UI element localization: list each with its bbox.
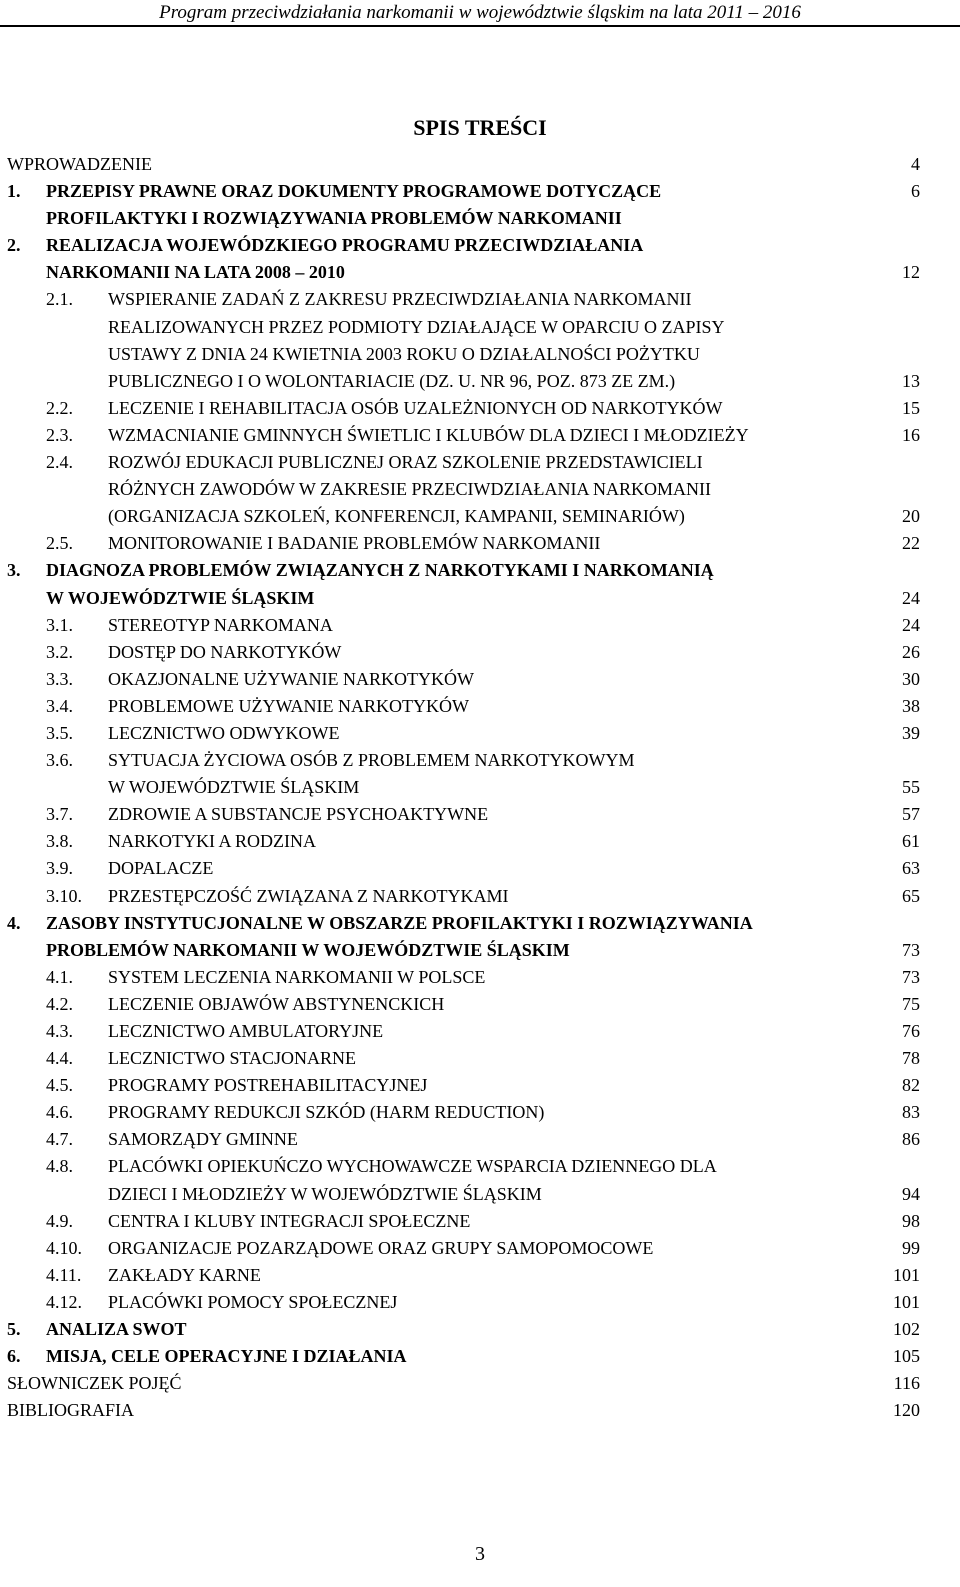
toc-entry <box>0 1126 960 1153</box>
toc-entry-title-line: ROZWÓJ EDUKACJI PUBLICZNEJ ORAZ SZKOLENIE PRZEDSTAWICIELI <box>108 452 703 473</box>
toc-entry-title-line: PLACÓWKI OPIEKUŃCZO WYCHOWAWCZE WSPARCIA DZIENNEGO DLA <box>108 1156 717 1177</box>
toc-entry <box>0 612 960 639</box>
toc-entry-page: 61 <box>902 831 920 852</box>
toc-entry-title-line: (ORGANIZACJA SZKOLEŃ, KONFERENCJI, KAMPANII, SEMINARIÓW) <box>108 506 685 527</box>
toc-entry-page: 75 <box>902 993 920 1014</box>
toc-entry <box>0 855 960 882</box>
toc-entry-number: 2. <box>7 235 21 256</box>
toc-entry-title-line: PRZEPISY PRAWNE ORAZ DOKUMENTY PROGRAMOWE DOTYCZĄCE <box>46 181 662 202</box>
toc-entry-title-line: PRZESTĘPCZOŚĆ ZWIĄZANA Z NARKOTYKAMI <box>108 885 509 906</box>
toc-entry <box>0 1289 960 1316</box>
toc-entry-title-line: PROGRAMY REDUKCJI SZKÓD (HARM REDUCTION) <box>108 1102 545 1123</box>
toc-entry-title-line: LECZNICTWO AMBULATORYJNE <box>108 1021 384 1041</box>
toc-entry-number: 4.11. <box>46 1264 82 1285</box>
toc-entry-page: 13 <box>902 370 920 391</box>
toc-entry-number: 4.9. <box>46 1210 73 1231</box>
toc-entry-page: 86 <box>902 1129 920 1150</box>
toc-entry-page: 116 <box>893 1373 920 1394</box>
toc-entry <box>0 828 960 855</box>
toc-entry-page: 76 <box>902 1021 920 1041</box>
toc-entry-number: 4.7. <box>46 1129 73 1150</box>
toc-entry-title-line: PLACÓWKI POMOCY SPOŁECZNEJ <box>108 1291 398 1312</box>
toc-entry-number: 4. <box>7 912 21 933</box>
toc-entry-title-line: PUBLICZNEGO I O WOLONTARIACIE (DZ. U. NR 96, POZ. 873 ZE ZM.) <box>108 370 676 391</box>
toc-entry-title-line: REALIZOWANYCH PRZEZ PODMIOTY DZIAŁAJĄCE W OPARCIU O ZAPISY <box>108 316 725 337</box>
toc-entry-number: 3. <box>7 560 21 581</box>
toc-entry-number: 1. <box>7 181 21 202</box>
toc-entry <box>0 1370 960 1397</box>
toc-entry-title-line: OKAZJONALNE UŻYWANIE NARKOTYKÓW <box>108 668 474 689</box>
toc-entry-title-line: LECZENIE OBJAWÓW ABSTYNENCKICH <box>108 993 445 1014</box>
toc-entry-page: 65 <box>902 885 920 906</box>
toc-entry-title-line: SAMORZĄDY GMINNE <box>108 1129 298 1150</box>
toc-entry-number: 3.10. <box>46 885 82 906</box>
toc-entry-page: 102 <box>893 1319 920 1340</box>
toc-entry-title-line: SYTUACJA ŻYCIOWA OSÓB Z PROBLEMEM NARKOTYKOWYM <box>108 750 635 771</box>
toc-entry-number: 2.3. <box>46 424 73 445</box>
toc-entry-title-line: DIAGNOZA PROBLEMÓW ZWIĄZANYCH Z NARKOTYKAMI I NARKOMANIĄ <box>46 560 714 581</box>
toc-entry <box>0 232 960 286</box>
toc-entry-title-line: BIBLIOGRAFIA <box>7 1400 135 1421</box>
toc-entry-page: 20 <box>902 506 920 527</box>
toc-entry-title-line: W WOJEWÓDZTWIE ŚLĄSKIM <box>108 777 360 798</box>
toc-entry <box>0 178 960 232</box>
toc-entry-number: 4.8. <box>46 1156 73 1177</box>
toc-entry-number: 4.6. <box>46 1102 73 1123</box>
toc-entry-title-line: SŁOWNICZEK POJĘĆ <box>7 1373 182 1394</box>
toc-entry-title-line: SYSTEM LECZENIA NARKOMANII W POLSCE <box>108 966 486 987</box>
toc-entry-page: 39 <box>902 722 920 743</box>
toc-entry <box>0 747 960 801</box>
toc-entry <box>0 639 960 666</box>
toc-entry-number: 3.2. <box>46 641 73 662</box>
toc-entry-title-line: W WOJEWÓDZTWIE ŚLĄSKIM <box>46 587 315 608</box>
toc-entry-number: 4.2. <box>46 993 73 1014</box>
table-of-contents <box>0 151 960 1424</box>
toc-entry-page: 6 <box>911 181 920 202</box>
toc-entry <box>0 1343 960 1370</box>
toc-entry-number: 3.4. <box>46 695 73 716</box>
toc-entry-number: 3.9. <box>46 858 73 879</box>
toc-entry-page: 73 <box>902 966 920 987</box>
toc-entry-title-line: MISJA, CELE OPERACYJNE I DZIAŁANIA <box>46 1346 407 1367</box>
toc-entry-title-line: PROBLEMOWE UŻYWANIE NARKOTYKÓW <box>108 695 469 716</box>
toc-entry-number: 2.5. <box>46 533 73 554</box>
toc-entry <box>0 286 960 394</box>
toc-entry-number: 2.2. <box>46 397 73 418</box>
toc-entry-title-line: NARKOTYKI A RODZINA <box>108 831 316 852</box>
toc-entry-page: 24 <box>902 614 920 635</box>
toc-entry <box>0 530 960 557</box>
toc-entry-page: 4 <box>911 154 920 174</box>
toc-entry <box>0 1045 960 1072</box>
toc-entry <box>0 1072 960 1099</box>
toc-entry-title-line: ANALIZA SWOT <box>46 1319 187 1340</box>
toc-entry <box>0 557 960 611</box>
toc-entry-title-line: RÓŻNYCH ZAWODÓW W ZAKRESIE PRZECIWDZIAŁANIA NARKOMANII <box>108 479 712 500</box>
toc-entry-page: 99 <box>902 1237 920 1258</box>
toc-entry-page: 38 <box>902 695 920 716</box>
toc-entry <box>0 1208 960 1235</box>
toc-entry-page: 82 <box>902 1075 920 1096</box>
toc-entry-title-line: ZDROWIE A SUBSTANCJE PSYCHOAKTYWNE <box>108 804 489 825</box>
toc-entry-page: 16 <box>902 424 920 445</box>
toc-entry-title-line: WSPIERANIE ZADAŃ Z ZAKRESU PRZECIWDZIAŁANIA NARKOMANII <box>108 289 692 310</box>
toc-entry-title-line: PROGRAMY POSTREHABILITACYJNEJ <box>108 1075 428 1096</box>
toc-entry <box>0 666 960 693</box>
toc-entry-number: 3.3. <box>46 668 73 689</box>
toc-entry-title-line: LECZNICTWO ODWYKOWE <box>108 722 340 743</box>
toc-entry-title-line: WZMACNIANIE GMINNYCH ŚWIETLIC I KLUBÓW DLA DZIECI I MŁODZIEŻY <box>108 424 749 445</box>
toc-entry-number: 3.5. <box>46 722 73 743</box>
toc-entry-title-line: PROBLEMÓW NARKOMANII W WOJEWÓDZTWIE ŚLĄSKIM <box>46 939 570 960</box>
toc-entry-page: 105 <box>893 1346 920 1367</box>
toc-entry <box>0 151 960 178</box>
toc-entry <box>0 422 960 449</box>
toc-entry-number: 4.4. <box>46 1048 73 1069</box>
toc-entry-number: 4.10. <box>46 1237 82 1258</box>
toc-entry <box>0 449 960 530</box>
toc-entry-page: 22 <box>902 533 920 554</box>
toc-entry <box>0 720 960 747</box>
toc-entry-page: 24 <box>902 587 920 608</box>
toc-entry-title-line: LECZNICTWO STACJONARNE <box>108 1048 357 1069</box>
toc-entry-page: 120 <box>893 1400 920 1421</box>
toc-entry <box>0 395 960 422</box>
toc-entry <box>0 1099 960 1126</box>
toc-entry-page: 55 <box>902 777 920 798</box>
toc-entry-page: 26 <box>902 641 920 662</box>
toc-entry-number: 5. <box>7 1319 21 1340</box>
toc-entry-title-line: STEREOTYP NARKOMANA <box>108 614 333 635</box>
toc-entry-number: 4.5. <box>46 1075 73 1096</box>
toc-entry-page: 94 <box>902 1183 920 1204</box>
toc-entry-page: 12 <box>902 262 920 283</box>
toc-entry-title-line: DOPALACZE <box>108 858 214 879</box>
toc-entry <box>0 883 960 910</box>
toc-entry-page: 78 <box>902 1048 920 1069</box>
toc-entry <box>0 801 960 828</box>
toc-entry-page: 101 <box>893 1291 920 1312</box>
toc-entry-title-line: USTAWY Z DNIA 24 KWIETNIA 2003 ROKU O DZIAŁALNOŚCI POŻYTKU <box>108 343 700 364</box>
toc-entry-title-line: DOSTĘP DO NARKOTYKÓW <box>108 641 342 662</box>
toc-entry-number: 3.6. <box>46 750 73 771</box>
toc-entry-page: 83 <box>902 1102 920 1123</box>
toc-entry-number: 2.4. <box>46 452 73 473</box>
toc-entry-title-line: ORGANIZACJE POZARZĄDOWE ORAZ GRUPY SAMOPOMOCOWE <box>108 1237 654 1258</box>
toc-entry-number: 3.8. <box>46 831 73 852</box>
toc-entry-number: 3.1. <box>46 614 73 635</box>
toc-entry-title-line: LECZENIE I REHABILITACJA OSÓB UZALEŻNIONYCH OD NARKOTYKÓW <box>108 397 723 418</box>
toc-entry-page: 15 <box>902 397 920 418</box>
toc-entry-title-line: ZASOBY INSTYTUCJONALNE W OBSZARZE PROFILAKTYKI I ROZWIĄZYWANIA <box>46 912 753 933</box>
toc-entry <box>0 1153 960 1207</box>
toc-entry-number: 4.3. <box>46 1021 73 1041</box>
toc-entry-page: 30 <box>902 668 920 689</box>
toc-entry-number: 2.1. <box>46 289 73 310</box>
toc-title: SPIS TREŚCI <box>413 115 547 140</box>
toc-entry-title-line: REALIZACJA WOJEWÓDZKIEGO PROGRAMU PRZECIWDZIAŁANIA <box>46 235 644 256</box>
toc-entry-number: 6. <box>7 1346 21 1367</box>
toc-entry <box>0 910 960 964</box>
toc-entry-number: 4.12. <box>46 1291 82 1312</box>
toc-entry-title-line: CENTRA I KLUBY INTEGRACJI SPOŁECZNE <box>108 1210 471 1231</box>
toc-entry <box>0 964 960 991</box>
toc-entry-number: 4.1. <box>46 966 73 987</box>
header-divider <box>0 25 960 27</box>
toc-entry-page: 98 <box>902 1210 920 1231</box>
toc-entry <box>0 1262 960 1289</box>
toc-entry <box>0 1397 960 1424</box>
toc-entry <box>0 1235 960 1262</box>
toc-entry <box>0 1018 960 1045</box>
toc-entry <box>0 991 960 1018</box>
toc-entry-title-line: NARKOMANII NA LATA 2008 – 2010 <box>46 262 345 283</box>
toc-entry-title-line: DZIECI I MŁODZIEŻY W WOJEWÓDZTWIE ŚLĄSKIM <box>108 1183 542 1204</box>
toc-entry-title-line: ZAKŁADY KARNE <box>108 1264 261 1285</box>
running-header: Program przeciwdziałania narkomanii w województwie śląskim na lata 2011 – 2016 <box>159 2 801 23</box>
toc-entry-page: 101 <box>893 1264 920 1285</box>
toc-entry-title-line: WPROWADZENIE <box>7 154 152 174</box>
toc-entry-title-line: MONITOROWANIE I BADANIE PROBLEMÓW NARKOMANII <box>108 533 601 554</box>
toc-entry-title-line: PROFILAKTYKI I ROZWIĄZYWANIA PROBLEMÓW NARKOMANII <box>46 208 622 229</box>
page-number: 3 <box>475 1543 485 1565</box>
toc-entry-page: 63 <box>902 858 920 879</box>
toc-entry <box>0 1316 960 1343</box>
toc-entry-page: 73 <box>902 939 920 960</box>
toc-entry <box>0 693 960 720</box>
toc-entry-page: 57 <box>902 804 920 825</box>
toc-entry-number: 3.7. <box>46 804 73 825</box>
